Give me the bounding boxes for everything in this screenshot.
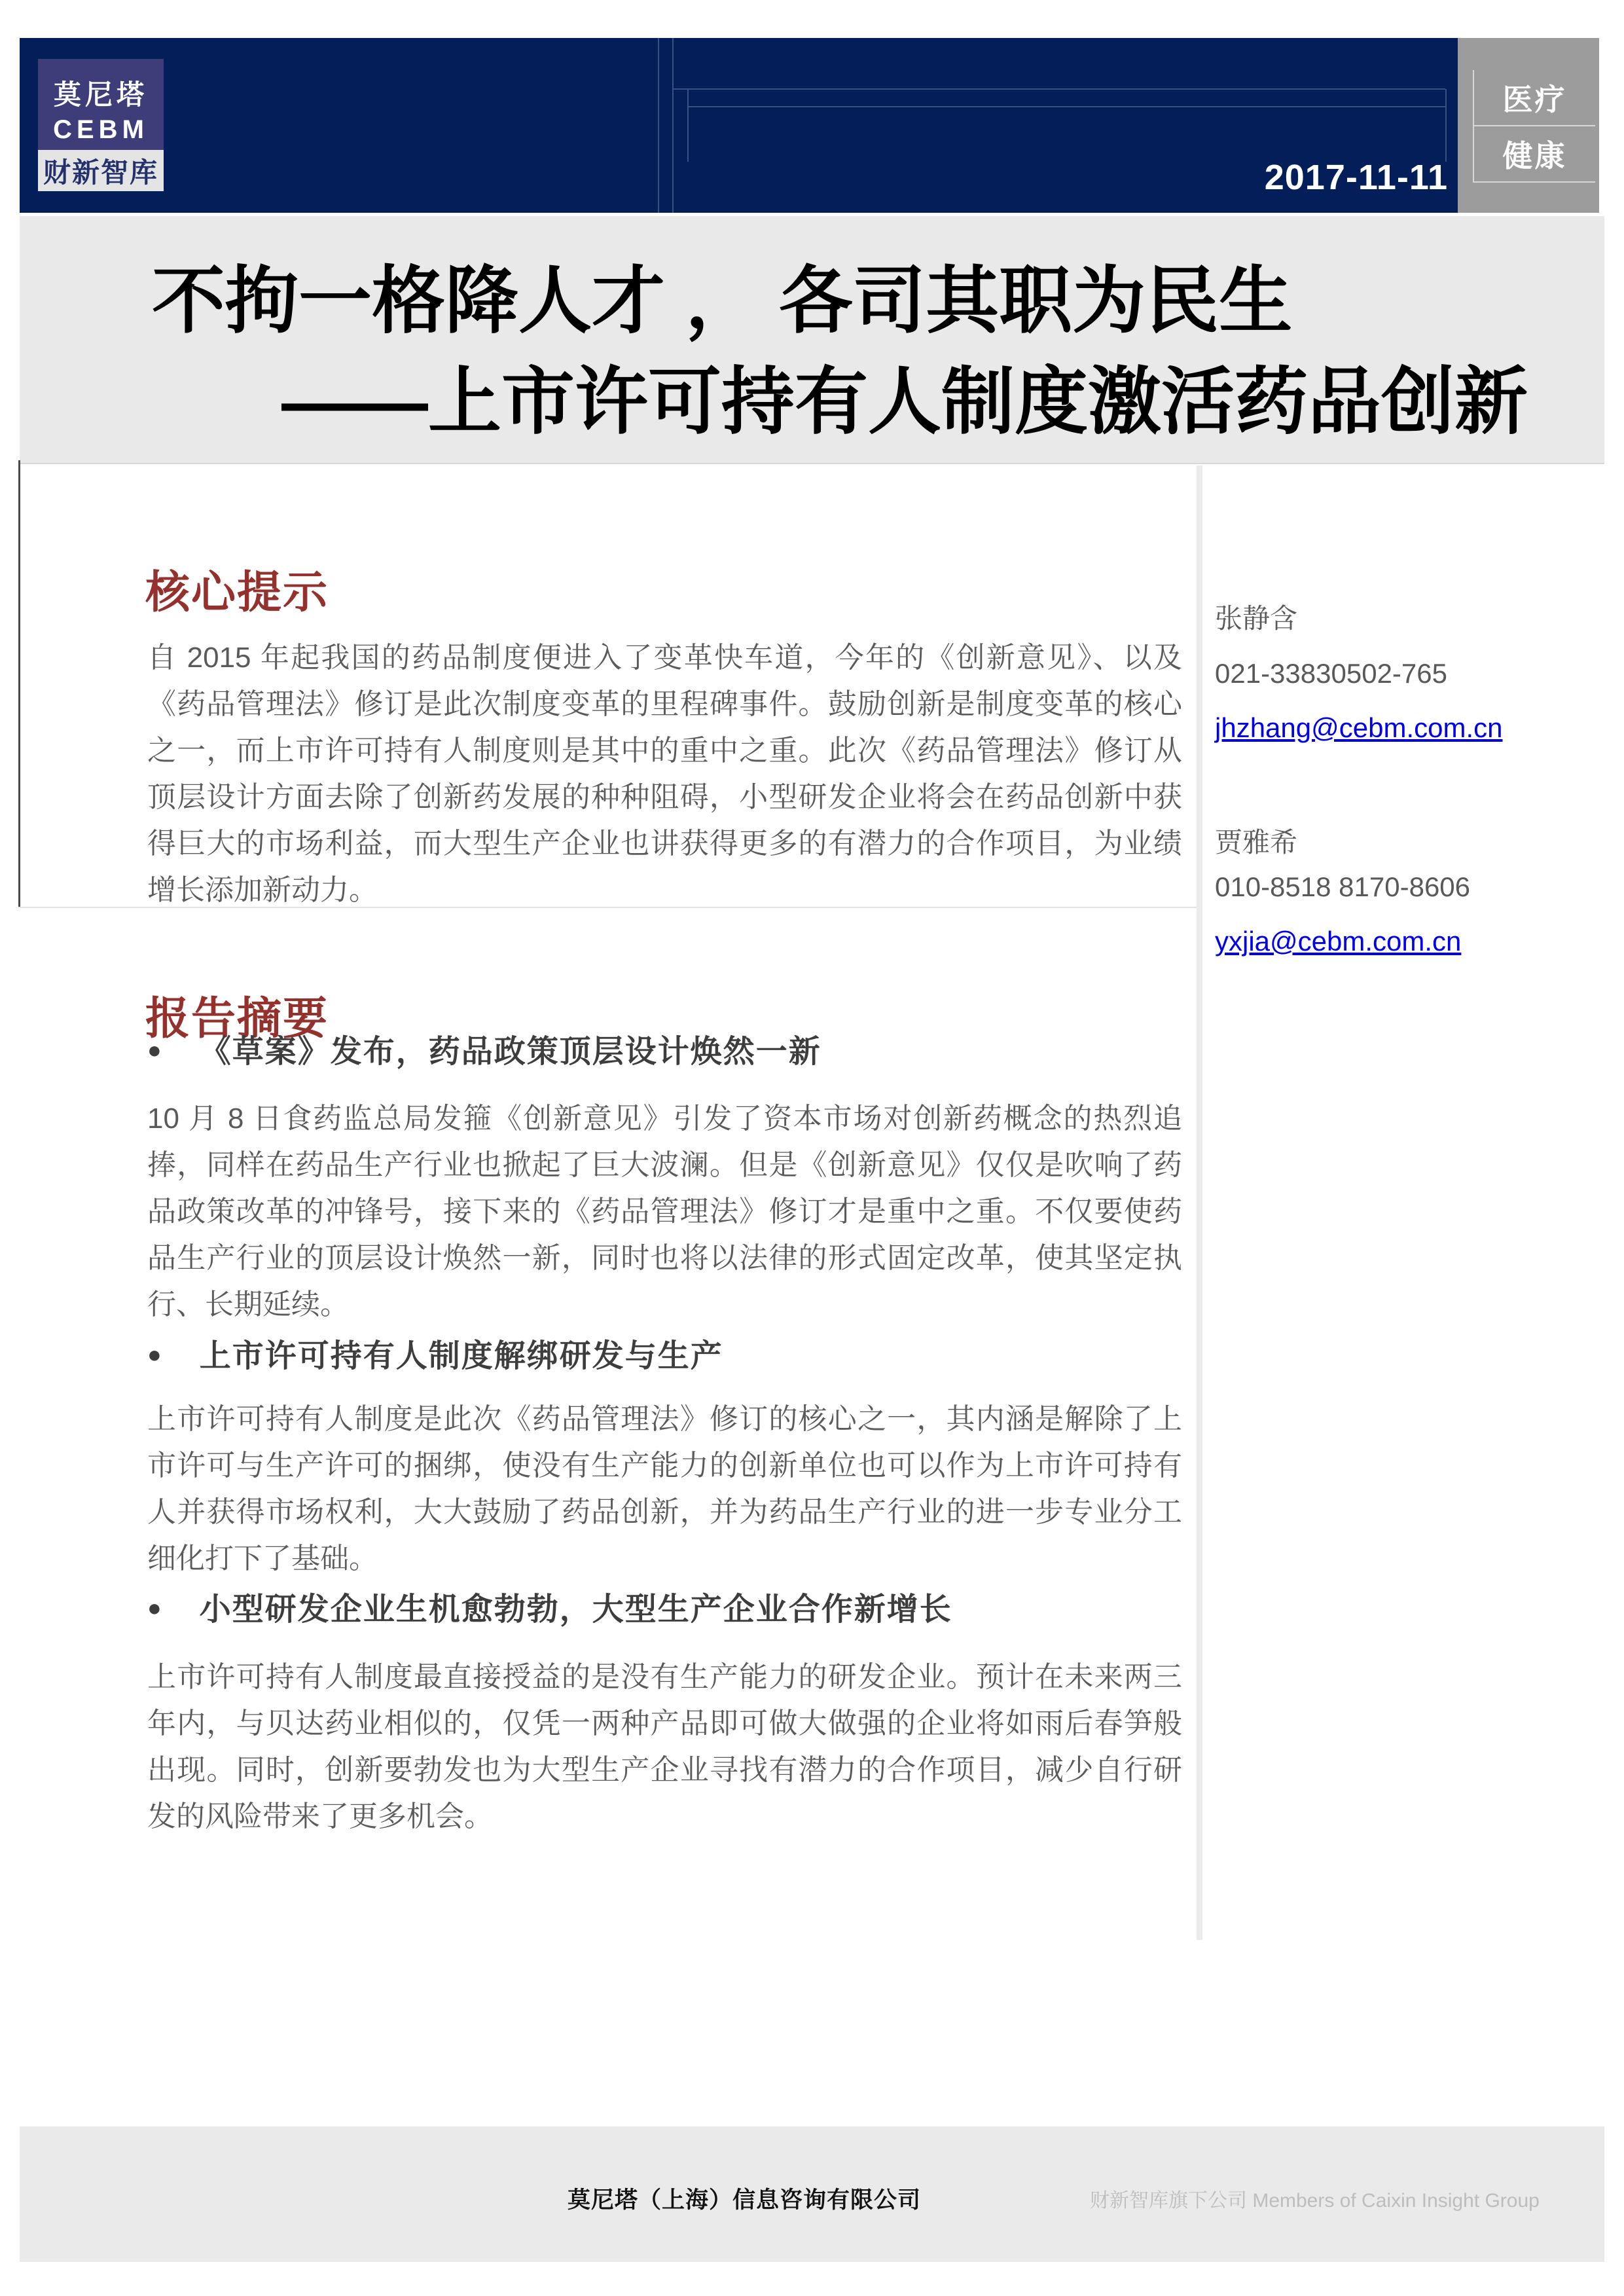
category-box <box>1458 38 1599 213</box>
summary-bullet-3 <box>147 1584 952 1629</box>
header-rule-horizontal-2 <box>687 106 1445 107</box>
analyst-phone: 021-33830502-765 <box>1215 658 1447 689</box>
summary-bullet-3-heading: 小型研发企业生机愈勃勃，大型生产企业合作新增长 <box>199 1592 952 1627</box>
footer-company-name: 莫尼塔（上海）信息咨询有限公司 <box>568 2187 922 2213</box>
analyst-name: 贾雅希 <box>1215 827 1298 858</box>
header-rule-vertical-4 <box>1445 89 1447 162</box>
report-header <box>20 38 1458 213</box>
cebm-logo-top <box>38 59 164 150</box>
page-title-line2: ——上市许可持有人制度激活药品创新 <box>281 361 1528 443</box>
analyst-email-link[interactable]: jhzhang@cebm.com.cn <box>1215 712 1503 743</box>
header-rule-vertical-3 <box>687 89 689 162</box>
summary-bullet-2-paragraph: 上市许可持有人制度是此次《药品管理法》修订的核心之一，其内涵是解除了上市许可与生产许可的捆绑，使没有生产能力的创新单位也可以作为上市许可持有人并获得市场权利，大大鼓励了药品创新，并为药品生产行业的进一步专业分工细化打下了基础。 <box>147 1403 1182 1575</box>
cebm-logo <box>38 59 164 191</box>
report-date: 2017-11-11 <box>1264 158 1448 197</box>
summary-bullet-1-paragraph: 10 月 8 日食药监总局发箍《创新意见》引发了资本市场对创新药概念的热烈追捧，同样在药品生产行业也掀起了巨大波澜。但是《创新意见》仅仅是吹响了药品政策改革的冲锋号，接下来的《药品管理法》修订才是重中之重。不仅要使药品生产行业的顶层设计焕然一新，同时也将以法律的形式固定改革，使其坚定执行、长期延续。 <box>147 1102 1182 1321</box>
category-inner-frame <box>1473 70 1595 183</box>
summary-heading: 报告摘要 <box>145 994 329 1044</box>
page-title-line1: 不拘一格降人才 ， 各司其职为民生 <box>152 260 1293 342</box>
header-rule-vertical-1 <box>658 38 659 213</box>
analyst-name: 张静含 <box>1215 603 1298 634</box>
left-vertical-rule <box>18 460 20 907</box>
header-rule-horizontal-1 <box>673 88 1445 90</box>
logo-sub-brand: 财新智库 <box>38 150 164 191</box>
footer-membership-text: 财新智库旗下公司 Members of Caixin Insight Group <box>1090 2190 1540 2212</box>
bullet-icon: ● <box>147 1036 162 1063</box>
logo-brand-en: CEBM <box>53 115 149 144</box>
summary-bullet-1-heading: 《草案》发布，药品政策顶层设计焕然一新 <box>199 1034 821 1069</box>
summary-bullet-3-paragraph: 上市许可持有人制度最直接授益的是没有生产能力的研发企业。预计在未来两三年内，与贝达药业相似的，仅凭一两种产品即可做大做强的企业将如雨后春笋般出现。同时，创新要勃发也为大型生产企业寻找有潜力的合作项目，减少自行研发的风险带来了更多机会。 <box>147 1661 1182 1832</box>
page-footer <box>20 2126 1604 2262</box>
summary-bullet-2-heading: 上市许可持有人制度解绑研发与生产 <box>199 1339 723 1374</box>
summary-bullet-2 <box>147 1330 723 1376</box>
analyst-phone: 010-8518 8170-8606 <box>1215 871 1471 902</box>
title-block <box>20 216 1604 464</box>
summary-bullet-1 <box>147 1026 821 1071</box>
bullet-icon: ● <box>147 1341 162 1368</box>
analyst-email-link[interactable]: yxjia@cebm.com.cn <box>1215 926 1462 957</box>
bullet-icon: ● <box>147 1594 162 1621</box>
core-tip-paragraph: 自 2015 年起我国的药品制度便进入了变革快车道，今年的《创新意见》、以及《药品管理法》修订是此次制度变革的里程碑事件。鼓励创新是制度变革的核心之一，而上市许可持有人制度则是其中的重中之重。此次《药品管理法》修订从顶层设计方面去除了创新药发展的种种阻碍，小型研发企业将会在药品创新中获得巨大的市场利益，而大型生产企业也讲获得更多的有潜力的合作项目，为业绩增长添加新动力。 <box>147 642 1182 906</box>
category-label-medical: 医疗 <box>1474 70 1595 126</box>
logo-brand-cn: 莫尼塔 <box>53 79 148 110</box>
core-tip-heading: 核心提示 <box>145 568 329 618</box>
header-rule-vertical-2 <box>672 38 674 213</box>
category-label-health: 健康 <box>1502 139 1567 173</box>
column-divider <box>1197 465 1202 1940</box>
